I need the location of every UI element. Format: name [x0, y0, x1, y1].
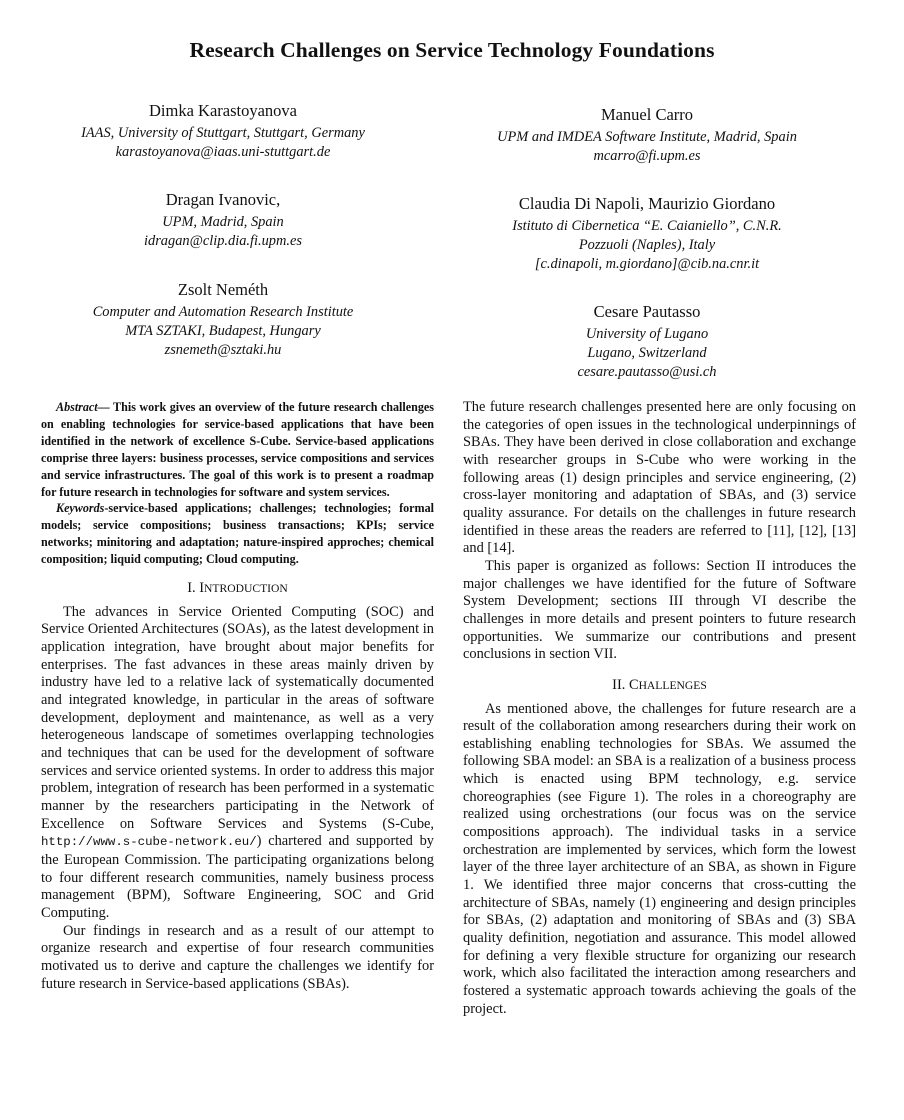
- s-cube-url-link[interactable]: http://www.s-cube-network.eu/: [41, 835, 257, 850]
- keywords: [41, 500, 434, 568]
- author-name: Manuel Carro: [600, 105, 694, 124]
- author-email: karastoyanova@iaas.uni-stuttgart.de: [115, 144, 331, 160]
- author-name: Dragan Ivanovic,: [165, 190, 281, 209]
- keywords-label: Keywords: [56, 501, 105, 516]
- author-name: Dimka Karastoyanova: [149, 101, 297, 120]
- abstract-label: Abstract—: [56, 400, 110, 414]
- section-title-rest: HALLENGES: [638, 678, 707, 692]
- intro-text-a: The advances in Service Oriented Computing (SOC) and Service Oriented Architectures (SOAs), as the latest development in application integration, have brought about major benefits for enterprises. The fast advances in these areas mainly driven by industry have led to a relative lack of systematically documented and integrated knowledge, in particular in the areas of software development, deployment and maintenance, as well as a very heterogeneous landscape of sometimes overlapping technologies and techniques that can be used for the development of software services and service oriented systems. In order to address this major problem, integration of research has been performed in a systematic manner by the researchers participating in the Network of Excellence on Software Services and Systems (S-Cube,: [41, 603, 434, 832]
- author-affiliation: IAAS, University of Stuttgart, Stuttgart, Germany: [81, 125, 365, 141]
- right-column: [463, 399, 856, 1018]
- paper-title: Research Challenges on Service Technology Foundations: [189, 38, 715, 62]
- author-email: zsnemeth@sztaki.hu: [164, 342, 282, 358]
- intro-text-b: ) chartered and supported by the European Commission. The participating organizations belong to four different research communities, namely business process management (BPM), Software Engineering, SOC and Grid Computing.: [41, 833, 434, 921]
- author-affiliation: Lugano, Switzerland: [587, 345, 707, 361]
- author-affiliation: UPM and IMDEA Software Institute, Madrid, Spain: [497, 129, 797, 145]
- intro-paragraph-2: Our findings in research and as a result of our attempt to organize research and expertise of four research communities motivated us to derive and capture the challenges we identify for future research in Service-based applications (SBAs).: [41, 922, 434, 992]
- author-affiliation: MTA SZTAKI, Budapest, Hungary: [125, 323, 321, 339]
- section-heading-introduction: [41, 580, 434, 598]
- author-block-dinapoli-giordano: [466, 193, 828, 274]
- author-affiliation: University of Lugano: [585, 326, 709, 342]
- section-title-initial: C: [628, 676, 639, 693]
- author-email: [c.dinapoli, m.giordano]@cib.na.cnr.it: [534, 256, 760, 272]
- keywords-text: -service-based applications; challenges; technologies; formal models; service compositions; business transactions; KPIs; service networks; minitoring and adaptation; nature-inspired approches; chemical composition; liquid computing; Cloud computing.: [41, 501, 434, 567]
- abstract-text: This work gives an overview of the future research challenges on enabling technologies for service-based applications that have been identified in the network of excellence S-Cube. Service-based applications comprise three layers: business processes, service compositions and services and service infrastructures. The goal of this work is to present a roadmap for future research in technologies for software and system services.: [41, 400, 434, 499]
- abstract: [41, 399, 434, 500]
- author-affiliation: UPM, Madrid, Spain: [162, 214, 284, 230]
- author-block-ivanovic: [60, 189, 386, 251]
- section-number: II.: [612, 676, 626, 693]
- challenges-paragraph-1: As mentioned above, the challenges for future research are a result of the collaboration among researchers during their work on establishing enabling technologies for SBAs. We assumed the following SBA model: an SBA is a realization of a business process which is enacted using BPM technology, e.g. service choreographies (see Figure 1). The roles in a choreography are realized using orchestrations (our focus was on the service compositions approach). The individual tasks in a service orchestration are implemented by services, which form the lowest layer of the three layer architecture of an SBA, as shown in Figure 1. We identified three major concerns that cross-cutting the architecture of SBAs, namely (1) engineering and design principles for SBAs, (2) adaptation and monitoring of SBAs and (3) SBA quality definition, negotiation and assurance. This model allowed for defining a very flexible structure for organizing our research work, which also facilitated the interaction among researchers and fostered a systematic approach towards achieving the goals of the project.: [463, 700, 856, 1017]
- author-affiliation: Computer and Automation Research Institute: [92, 304, 354, 320]
- right-paragraph-2: This paper is organized as follows: Section II introduces the major challenges we have identified for the future of Software System Development; sections III through VI describe the challenges in more details and present pointers to future research opportunities. We summarize our contributions and present conclusions in section VII.: [463, 557, 856, 663]
- intro-paragraph-1: [41, 604, 434, 923]
- author-affiliation: Pozzuoli (Naples), Italy: [578, 237, 716, 253]
- author-email: mcarro@fi.upm.es: [593, 148, 701, 164]
- section-title-rest: NTRODUCTION: [204, 582, 288, 596]
- right-paragraph-1: The future research challenges presented here are only focusing on the categories of open issues in the technological underpinnings of SBAs. They have been derived in close collaboration and exchange with researcher groups in S-Cube who were working in the following areas (1) design principles and service engineering, (2) cross-layer monitoring and adaptation of SBAs, and (3) service quality assurance. For details on the challenges in future research identified in these areas the readers are referred to [11], [12], [13] and [14].: [463, 399, 856, 557]
- section-heading-challenges: [463, 677, 856, 695]
- author-email: cesare.pautasso@usi.ch: [577, 364, 717, 380]
- author-name: Claudia Di Napoli, Maurizio Giordano: [518, 194, 776, 213]
- author-name: Zsolt Neméth: [177, 280, 269, 299]
- section-number: I.: [187, 580, 196, 597]
- author-block-carro: [466, 104, 828, 166]
- author-name: Cesare Pautasso: [593, 302, 701, 321]
- author-block-nemeth: [60, 279, 386, 360]
- author-block-pautasso: [466, 301, 828, 382]
- left-column: [41, 399, 434, 993]
- author-affiliation: Istituto di Cibernetica “E. Caianiello”, C.N.R.: [512, 218, 782, 234]
- author-block-karastoyanova: [60, 100, 386, 162]
- author-email: idragan@clip.dia.fi.upm.es: [144, 233, 302, 249]
- section-title-initial: I: [199, 580, 205, 597]
